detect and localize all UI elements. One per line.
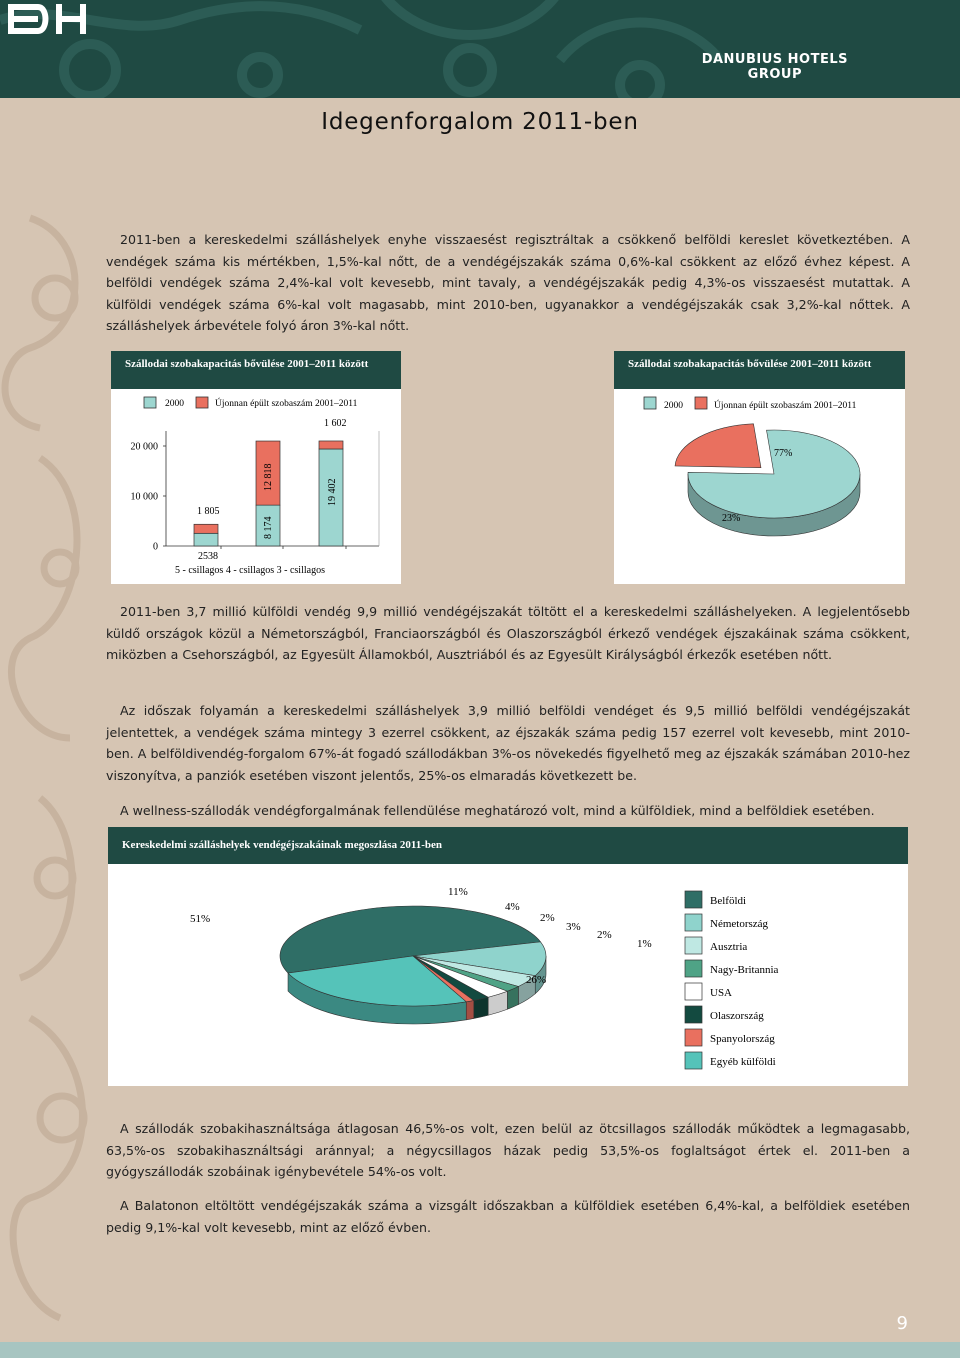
slice-label: 26% (526, 974, 547, 986)
legend-swatch (685, 983, 702, 1000)
bar-2000 (194, 533, 218, 546)
legend-swatch-2000-pie (644, 397, 656, 409)
bar-chart-panel (111, 389, 401, 584)
slice-label: 2% (540, 912, 555, 924)
bar-chart (111, 389, 401, 584)
footer-band (0, 1342, 960, 1358)
paragraph-intro: 2011-ben a kereskedelmi szálláshelyek enyhe visszaesést regisztráltak a csökkenő belföldi kereslet következtében. A vendégek száma kis mértékben, 1,5%-kal nőtt, de a vendégéjszakák száma 0,6%-kal csökkent az előző évhez képest. A belföldi vendégek száma 2,4%-kal volt kevesebb, mint tavaly, a vendégéjszakák pedig 4,3%-os visszaesést mutattak. A külföldi vendégek száma 6%-kal volt magasabb, mint 2010-ben, ugyanakkor a vendégéjszakák csak 3,2%-kal nőttek. A szálláshelyek árbevétele folyó áron 3%-kal nőtt. (106, 232, 910, 334)
legend-label-2000-pie: 2000 (664, 401, 683, 411)
paragraph-balaton: A Balatonon eltöltött vendégéjszakák száma a vizsgált időszakban a külföldiek esetében 6,4%-kal, a belföldiek esetében pedig 9,1%-kal volt kevesebb, mint az előző évben. (106, 1198, 910, 1235)
value-label: 12 818 (263, 463, 274, 491)
legend-label: Olaszország (710, 1010, 764, 1022)
pie-chart-small-panel (614, 389, 905, 584)
y-tick-label: 0 (153, 541, 158, 553)
legend-swatch (685, 1006, 702, 1023)
legend-label: USA (710, 987, 733, 999)
pie-chart-large-panel (108, 864, 908, 1086)
y-tick-label: 10 000 (130, 491, 158, 503)
legend-swatch (685, 1029, 702, 1046)
slice-label: 4% (505, 901, 520, 913)
y-tick-label: 20 000 (130, 441, 158, 453)
slice-label: 1% (637, 938, 652, 950)
pie-slice (675, 424, 761, 468)
chart-title-pie-small: Szállodai szobakapacitás bővülése 2001–2011 között (614, 351, 905, 389)
paragraph-wellness: A wellness-szállodák vendégforgalmának fellendülése meghatározó volt, mind a külföldiek, mind a belföldiek esetében. (120, 803, 875, 818)
page-title: Idegenforgalom 2011-ben (321, 109, 639, 135)
slice-label: 3% (566, 921, 581, 933)
legend-swatch (685, 937, 702, 954)
page-number: 9 (896, 1313, 908, 1334)
value-label: 1 602 (324, 418, 347, 429)
slice-label: 2% (597, 929, 612, 941)
legend-swatch-new-pie (695, 397, 707, 409)
pie-chart-large (108, 864, 908, 1086)
value-label: 1 805 (197, 506, 220, 517)
legend-swatch (685, 891, 702, 908)
pie-slice-side (474, 997, 488, 1018)
legend-label: Németország (710, 918, 769, 930)
value-label: 8 174 (263, 516, 274, 539)
value-label: 2538 (198, 551, 218, 562)
legend-label: Nagy-Britannia (710, 964, 779, 976)
x-category-labels: 5 - csillagos 4 - csillagos 3 - csillagos (175, 565, 325, 576)
slice-label: 51% (190, 913, 211, 925)
legend-swatch-new (196, 397, 208, 408)
pie-chart-small (614, 389, 905, 584)
brand-name: DANUBIUS HOTELS GROUP (701, 52, 848, 82)
bar-new (194, 524, 218, 533)
legend-label-new-pie: Újonnan épült szobaszám 2001–2011 (714, 401, 857, 411)
paragraph-foreign: 2011-ben 3,7 millió külföldi vendég 9,9 millió vendégéjszakát töltött el a kereskedelmi szálláshelyeken. A legjelentősebb küldő országok közül a Németországból, Franciaországból és Olaszországból érkező vendégek éjszakáinak száma csökkent, miközben a Csehországból, az Egyesült Államokból, Ausztriából és az Egyesült Királyságból érkezők esetében nőtt. (106, 604, 910, 663)
side-ornament (0, 98, 100, 1338)
legend-swatch (685, 960, 702, 977)
slice-label: 23% (722, 513, 741, 524)
legend-label-2000: 2000 (165, 399, 184, 409)
legend-swatch (685, 914, 702, 931)
bar-new (319, 441, 343, 449)
paragraph-occupancy: A szállodák szobakihasználtsága átlagosan 46,5%-os volt, ezen belül az ötcsillagos szállodák működtek a legmagasabb, 63,5%-os szobakihasználtsági aránnyal; a négycsillagos házak pedig 53,5%-os foglaltságot értek el. 2011-ben a gyógyszállodák szobáinak igénybevétele 54%-os volt. (106, 1121, 910, 1180)
value-label: 19 402 (327, 478, 338, 506)
pie-slice-side (466, 1000, 474, 1019)
header-band (0, 0, 960, 98)
slice-label: 77% (774, 448, 793, 459)
legend-swatch-2000 (144, 397, 156, 408)
legend-label: Belföldi (710, 895, 747, 907)
chart-title-nights: Kereskedelmi szálláshelyek vendégéjszakáinak megoszlása 2011-ben (108, 827, 908, 864)
legend-label-new: Újonnan épült szobaszám 2001–2011 (215, 399, 358, 409)
ornament-pattern (0, 0, 960, 98)
legend-label: Ausztria (710, 941, 748, 953)
legend-swatch (685, 1052, 702, 1069)
paragraph-domestic: Az időszak folyamán a kereskedelmi szálláshelyek 3,9 millió belföldi vendéget és 9,5 millió belföldi vendégéjszakát jelentettek, a vendégek száma mintegy 3 ezerrel csökkent, az éjszakák száma pedig 157 ezerrel volt kevesebb, mint 2010-ben. A belföldivendég-forgalom 67%-át fogadó szállodákban 3%-os növekedés figyelhető meg az éjszakák számában 2010-hez viszonyítva, a panziók esetében viszont jelentős, 25%-os elmaradás következett be. (106, 703, 910, 783)
legend-label: Egyéb külföldi (710, 1056, 776, 1068)
legend-label: Spanyolország (710, 1033, 775, 1045)
danubius-logo (0, 0, 100, 40)
chart-title-bar: Szállodai szobakapacitás bővülése 2001–2011 között (111, 351, 401, 389)
slice-label: 11% (448, 886, 468, 898)
